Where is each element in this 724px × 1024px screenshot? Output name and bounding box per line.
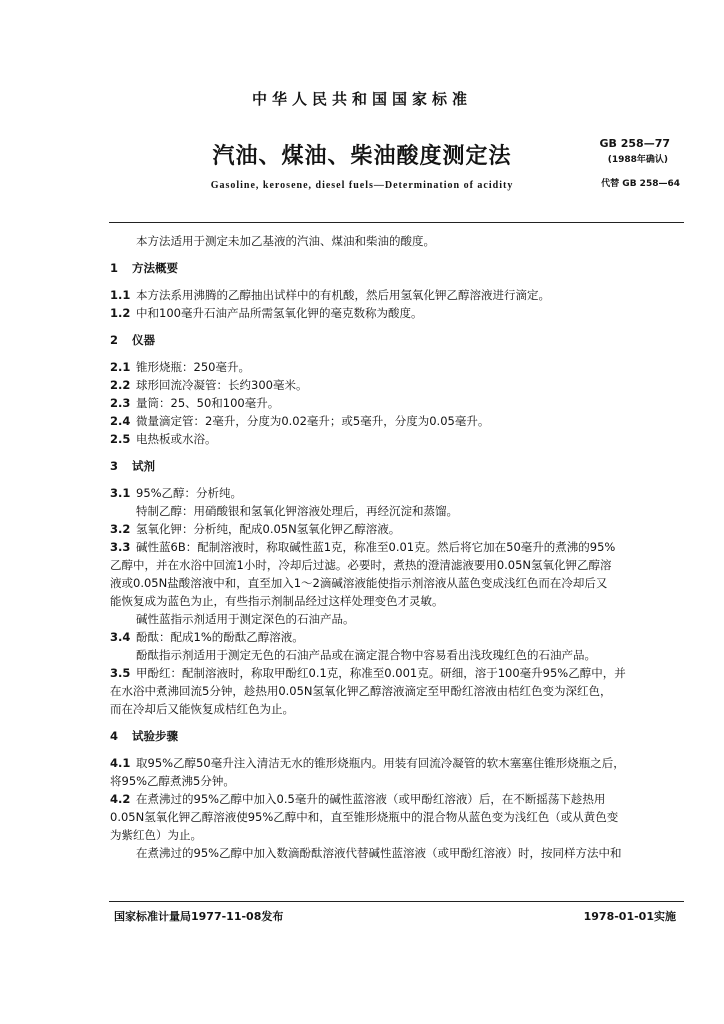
item-text: 95%乙醇：分析纯。 [136,486,243,500]
issued-date: 国家标准计量局1977-11-08发布 [114,910,284,923]
list-item [110,394,690,412]
list-item [110,538,690,556]
item-number: 1.1 [110,288,131,302]
item-number: 4.1 [110,756,131,770]
section-number: 3 [110,459,119,473]
item-continuation: 在水浴中煮沸回流5分钟，趁热用0.05N氢氧化钾乙醇溶液滴定至甲酚红溶液由桔红色变为深红色， [110,684,612,698]
intro-paragraph: 本方法适用于测定未加乙基液的汽油、煤油和柴油的酸度。 [136,234,435,248]
list-item [110,376,690,394]
document-body [110,232,690,862]
item-continuation: 0.05N氢氧化钾乙醇溶液使95%乙醇中和，直至锥形烧瓶中的混合物从蓝色变为浅红色（或从黄色变 [110,810,619,824]
standard-confirm-year: (1988年确认) [607,155,668,165]
item-number: 3.3 [110,540,131,554]
section-number: 1 [110,261,119,275]
item-note: 在煮沸过的95%乙醇中加入数滴酚酞溶液代替碱性蓝溶液（或甲酚红溶液）时，按同样方法中和 [136,846,622,860]
item-continuation: 将95%乙醇煮沸5分钟。 [110,774,235,788]
footer-divider [109,901,684,902]
item-number: 2.4 [110,414,131,428]
item-number: 2.5 [110,432,131,446]
section-heading [110,457,690,475]
item-number: 3.4 [110,630,131,644]
item-note: 酚酞指示剂适用于测定无色的石油产品或在滴定混合物中容易看出浅玫瑰红色的石油产品。 [136,648,596,662]
section-number: 4 [110,729,119,743]
item-continuation: 为紫红色）为止。 [110,828,202,842]
list-item [110,412,690,430]
item-text: 碱性蓝6B：配制溶液时，称取碱性蓝1克，称准至0.01克。然后将它加在50毫升的煮沸的95% [136,540,616,554]
section-title: 仪器 [132,333,155,347]
item-text: 中和100毫升石油产品所需氢氧化钾的毫克数称为酸度。 [136,306,423,320]
item-text: 氢氧化钾：分析纯，配成0.05N氢氧化钾乙醇溶液。 [136,522,401,536]
item-number: 3.2 [110,522,131,536]
item-note: 碱性蓝指示剂适用于测定深色的石油产品。 [136,612,355,626]
item-continuation: 能恢复成为蓝色为止，有些指示剂制品经过这样处理变色才灵敏。 [110,594,444,608]
item-text: 在煮沸过的95%乙醇中加入0.5毫升的碱性蓝溶液（或甲酚红溶液）后，在不断摇荡下趁热用 [136,792,606,806]
item-number: 3.5 [110,666,131,680]
list-item [110,754,690,772]
list-item [110,304,690,322]
section-title: 方法概要 [132,261,178,275]
item-number: 4.2 [110,792,131,806]
item-text: 取95%乙醇50毫升注入清洁无水的锥形烧瓶内。用装有回流冷凝管的软木塞塞住锥形烧瓶之后， [136,756,625,770]
section-number: 2 [110,333,119,347]
document-title-cn: 汽油、煤油、柴油酸度测定法 [212,144,512,169]
section-title: 试剂 [132,459,155,473]
item-continuation: 而在冷却后又能恢复成桔红色为止。 [110,702,294,716]
item-text: 锥形烧瓶：250毫升。 [136,360,250,374]
item-continuation: 液或0.05N盐酸溶液中和，直至加入1～2滴碱溶液能使指示剂溶液从蓝色变成浅红色而在冷却后又 [110,576,608,590]
standard-code: GB 258—77 [599,137,670,150]
item-number: 3.1 [110,486,131,500]
item-number: 2.3 [110,396,131,410]
item-number: 2.2 [110,378,131,392]
item-text: 球形回流冷凝管：长约300毫米。 [136,378,308,392]
national-standard-heading: 中华人民共和国国家标准 [251,90,472,108]
item-text: 微量滴定管：2毫升，分度为0.02毫升；或5毫升，分度为0.05毫升。 [136,414,490,428]
list-item [110,358,690,376]
list-item [110,628,690,646]
section-heading [110,727,690,745]
item-text: 酚酞：配成1%的酚酞乙醇溶液。 [136,630,304,644]
item-text: 甲酚红：配制溶液时，称取甲酚红0.1克，称准至0.001克。研细，溶于100毫升95%乙醇中，并 [136,666,626,680]
item-continuation: 乙醇中，并在水浴中回流1小时，冷却后过滤。必要时，煮热的澄清滤液要用0.05N氢氧化钾乙醇溶 [110,558,612,572]
item-number: 1.2 [110,306,131,320]
item-subtext: 特制乙醇：用硝酸银和氢氧化钾溶液处理后，再经沉淀和蒸馏。 [136,504,458,518]
list-item [110,484,690,502]
item-text: 本方法系用沸腾的乙醇抽出试样中的有机酸，然后用氢氧化钾乙醇溶液进行滴定。 [136,288,550,302]
list-item [110,286,690,304]
item-text: 电热板或水浴。 [136,432,217,446]
section-heading [110,331,690,349]
standard-replaces: 代替 GB 258—64 [601,179,680,189]
header-divider [109,222,684,223]
document-title-en: Gasoline, kerosene, diesel fuels—Determination of acidity [210,180,514,191]
item-text: 量筒：25、50和100毫升。 [136,396,280,410]
list-item [110,790,690,808]
item-number: 2.1 [110,360,131,374]
list-item [110,664,690,682]
list-item [110,430,690,448]
section-title: 试验步骤 [132,729,178,743]
implemented-date: 1978-01-01实施 [583,910,676,923]
section-heading [110,259,690,277]
list-item [110,520,690,538]
